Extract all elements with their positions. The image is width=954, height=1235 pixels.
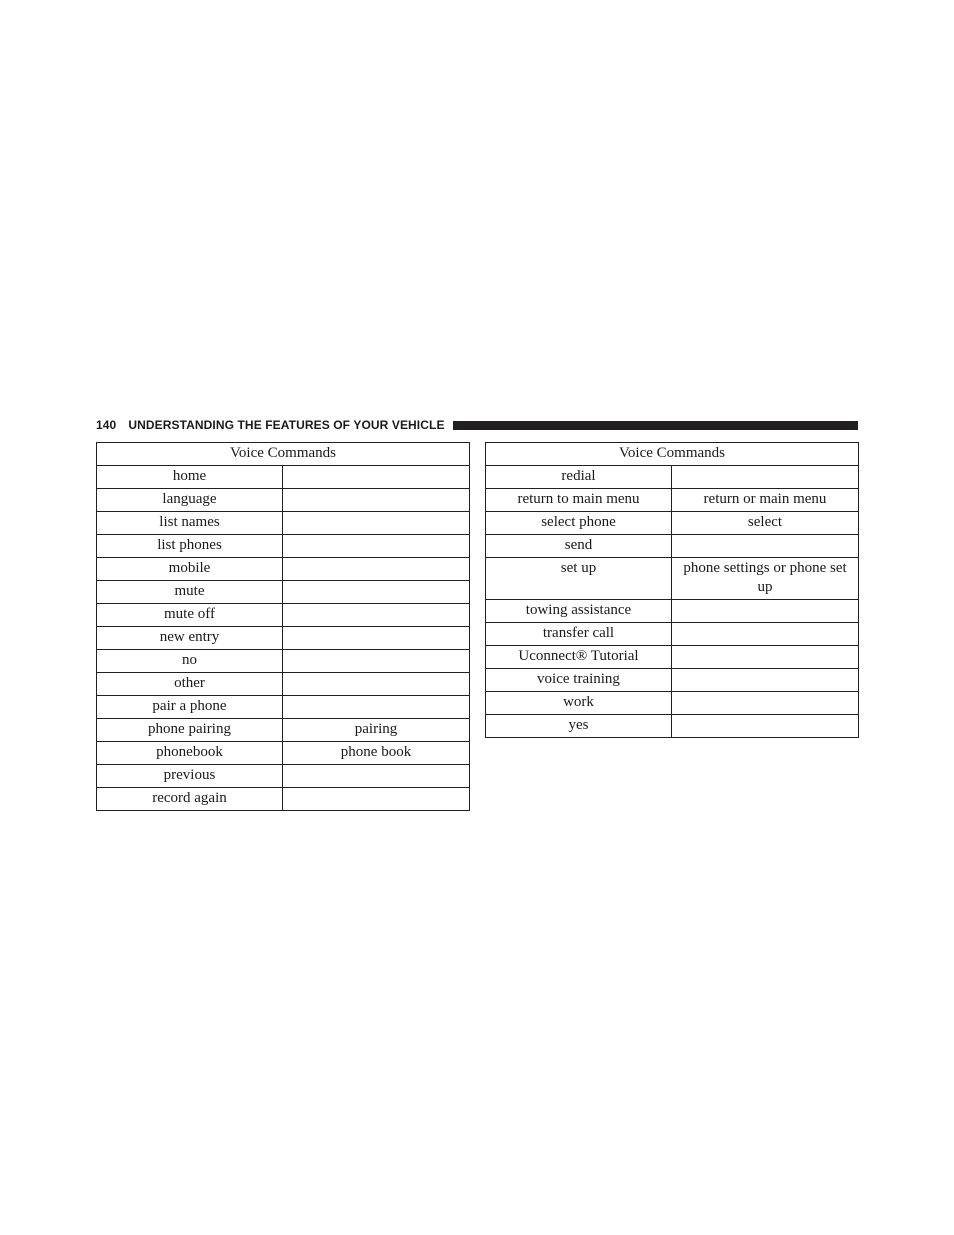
command-cell: transfer call [486, 623, 672, 646]
alternate-command-cell [283, 673, 470, 696]
table-row [97, 489, 470, 512]
table-row [486, 535, 859, 558]
command-cell: phone pairing [97, 719, 283, 742]
table-row [97, 558, 470, 581]
alternate-command-cell [283, 788, 470, 811]
command-cell: list phones [97, 535, 283, 558]
table-row [97, 512, 470, 535]
alternate-command-cell [283, 558, 470, 581]
header-rule [453, 421, 858, 430]
alternate-command-cell: return or main menu [672, 489, 859, 512]
command-cell: towing assistance [486, 600, 672, 623]
alternate-command-cell [672, 623, 859, 646]
table-row [97, 719, 470, 742]
alternate-command-cell: pairing [283, 719, 470, 742]
command-cell: other [97, 673, 283, 696]
command-cell: redial [486, 466, 672, 489]
table-row [97, 742, 470, 765]
alternate-command-cell [672, 715, 859, 738]
command-cell: mute [97, 581, 283, 604]
alternate-command-cell [283, 650, 470, 673]
command-cell: no [97, 650, 283, 673]
alternate-command-cell [283, 535, 470, 558]
table-row [486, 466, 859, 489]
alternate-command-cell: select [672, 512, 859, 535]
command-cell: voice training [486, 669, 672, 692]
alternate-command-cell [283, 696, 470, 719]
command-cell: mobile [97, 558, 283, 581]
command-cell: select phone [486, 512, 672, 535]
command-cell: record again [97, 788, 283, 811]
alternate-command-cell [283, 765, 470, 788]
section-title: UNDERSTANDING THE FEATURES OF YOUR VEHICLE [128, 418, 445, 432]
table-row [486, 692, 859, 715]
command-cell: language [97, 489, 283, 512]
table-row [486, 623, 859, 646]
table-row [97, 466, 470, 489]
table-row [486, 600, 859, 623]
command-cell: new entry [97, 627, 283, 650]
table-title: Voice Commands [97, 443, 470, 466]
table-row [97, 604, 470, 627]
command-cell: home [97, 466, 283, 489]
voice-commands-table-left [96, 442, 470, 811]
table-title: Voice Commands [486, 443, 859, 466]
alternate-command-cell [672, 646, 859, 669]
table-row [486, 512, 859, 535]
command-cell: phonebook [97, 742, 283, 765]
alternate-command-cell [283, 627, 470, 650]
alternate-command-cell [672, 535, 859, 558]
command-cell: previous [97, 765, 283, 788]
table-row [486, 646, 859, 669]
page-number: 140 [96, 418, 117, 432]
table-row [486, 558, 859, 600]
alternate-command-cell [283, 489, 470, 512]
table-row [97, 765, 470, 788]
alternate-command-cell: phone settings or phone set up [672, 558, 859, 600]
page-header [96, 417, 858, 433]
alternate-command-cell [672, 466, 859, 489]
command-cell: set up [486, 558, 672, 600]
table-row [486, 669, 859, 692]
table-row [97, 535, 470, 558]
alternate-command-cell: phone book [283, 742, 470, 765]
table-header-row [97, 443, 470, 466]
table-header-row [486, 443, 859, 466]
table-body [486, 466, 859, 738]
alternate-command-cell [283, 604, 470, 627]
alternate-command-cell [672, 600, 859, 623]
table-row [97, 581, 470, 604]
table-row [97, 788, 470, 811]
table-row [97, 673, 470, 696]
command-cell: Uconnect® Tutorial [486, 646, 672, 669]
alternate-command-cell [283, 581, 470, 604]
command-cell: send [486, 535, 672, 558]
table-row [97, 650, 470, 673]
table-row [97, 627, 470, 650]
command-cell: work [486, 692, 672, 715]
command-cell: return to main menu [486, 489, 672, 512]
alternate-command-cell [283, 512, 470, 535]
table-row [486, 715, 859, 738]
voice-commands-table-right [485, 442, 859, 738]
table-body [97, 466, 470, 811]
table-row [486, 489, 859, 512]
alternate-command-cell [672, 669, 859, 692]
command-cell: mute off [97, 604, 283, 627]
command-cell: pair a phone [97, 696, 283, 719]
alternate-command-cell [283, 466, 470, 489]
alternate-command-cell [672, 692, 859, 715]
command-cell: yes [486, 715, 672, 738]
command-cell: list names [97, 512, 283, 535]
table-row [97, 696, 470, 719]
